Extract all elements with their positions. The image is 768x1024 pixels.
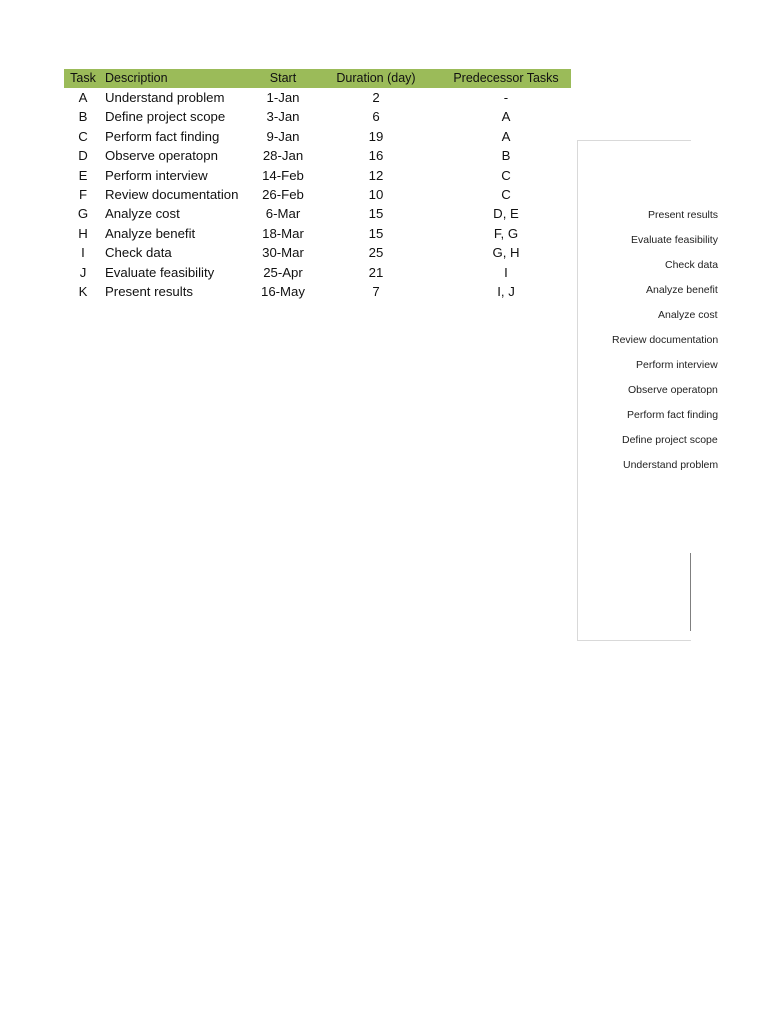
cell-task[interactable]: F (78, 186, 88, 202)
chart-category-label: Review documentation (612, 334, 719, 346)
cell-duration[interactable]: 15 (368, 206, 384, 222)
cell-duration[interactable]: 12 (368, 167, 384, 183)
cell-task[interactable]: E (78, 167, 88, 183)
table-row (64, 263, 571, 282)
cell-duration[interactable]: 7 (372, 283, 380, 299)
cell-duration[interactable]: 16 (368, 148, 384, 164)
header-duration[interactable]: Duration (day) (336, 71, 416, 85)
cell-predecessor[interactable]: D, E (493, 206, 519, 222)
cell-task[interactable]: B (78, 109, 88, 125)
cell-task[interactable]: I (81, 245, 85, 261)
chart-category-label: Evaluate feasibility (631, 234, 718, 246)
cell-description[interactable]: Observe operatopn (105, 148, 218, 164)
cell-start[interactable]: 28-Jan (262, 148, 304, 164)
cell-duration[interactable]: 10 (368, 186, 384, 202)
cell-description[interactable]: Check data (105, 245, 172, 261)
chart-category-label: Observe operatopn (628, 384, 718, 396)
table-header-row (64, 69, 571, 88)
table-row (64, 88, 571, 107)
cell-start[interactable]: 30-Mar (262, 245, 304, 261)
chart-category-label: Check data (665, 259, 719, 271)
cell-duration[interactable]: 2 (372, 90, 380, 105)
cell-start[interactable]: 18-Mar (262, 225, 304, 241)
chart-category-label: Define project scope (622, 434, 718, 446)
gantt-chart[interactable] (577, 140, 719, 641)
header-start[interactable]: Start (269, 71, 297, 85)
cell-description[interactable]: Present results (105, 283, 193, 299)
cell-task[interactable]: J (79, 264, 87, 280)
cell-start[interactable]: 1-Jan (266, 90, 300, 105)
table-row (64, 282, 571, 301)
cell-predecessor[interactable]: B (501, 148, 511, 164)
chart-category-label: Perform fact finding (627, 409, 719, 421)
cell-description[interactable]: Define project scope (105, 109, 226, 125)
table-body (64, 88, 571, 301)
chart-category-label: Analyze cost (658, 309, 718, 321)
cell-task[interactable]: A (78, 90, 88, 105)
cell-description[interactable]: Review documentation (105, 186, 239, 202)
table-row (64, 185, 571, 204)
table-row (64, 107, 571, 126)
cell-start[interactable]: 16-May (261, 283, 305, 299)
header-description[interactable]: Description (105, 71, 168, 85)
cell-predecessor[interactable]: A (501, 109, 511, 125)
cell-start[interactable]: 9-Jan (266, 128, 300, 144)
cell-predecessor[interactable]: I (504, 264, 508, 280)
table-row (64, 204, 571, 223)
cell-duration[interactable]: 15 (368, 225, 384, 241)
cell-task[interactable]: D (78, 148, 88, 164)
cell-duration[interactable]: 25 (368, 245, 384, 261)
cell-predecessor[interactable]: C (501, 167, 511, 183)
chart-category-label: Present results (648, 209, 719, 221)
table-row (64, 243, 571, 262)
cell-description[interactable]: Perform fact finding (105, 128, 220, 144)
chart-axis-line (690, 553, 691, 631)
cell-start[interactable]: 6-Mar (265, 206, 301, 222)
table-row (64, 146, 571, 165)
header-predecessor[interactable]: Predecessor Tasks (453, 71, 559, 85)
chart-category-label: Understand problem (623, 459, 719, 471)
header-task[interactable]: Task (70, 71, 96, 85)
cell-predecessor[interactable]: A (501, 128, 511, 144)
cell-predecessor[interactable]: I, J (497, 283, 515, 299)
cell-description[interactable]: Understand problem (105, 90, 225, 105)
cell-start[interactable]: 26-Feb (262, 186, 304, 202)
chart-category-label: Analyze benefit (646, 284, 718, 296)
cell-start[interactable]: 14-Feb (262, 167, 304, 183)
task-table (64, 69, 571, 301)
cell-start[interactable]: 3-Jan (266, 109, 300, 125)
chart-category-label: Perform interview (636, 359, 718, 371)
cell-task[interactable]: G (77, 206, 89, 222)
cell-task[interactable]: C (78, 128, 88, 144)
chart-category-axis (578, 141, 719, 642)
cell-duration[interactable]: 19 (368, 128, 384, 144)
table-row (64, 224, 571, 243)
cell-predecessor[interactable]: F, G (493, 225, 519, 241)
cell-predecessor[interactable]: C (501, 186, 511, 202)
cell-description[interactable]: Analyze cost (105, 206, 180, 222)
cell-description[interactable]: Analyze benefit (105, 225, 196, 241)
cell-duration[interactable]: 6 (372, 109, 380, 125)
table-row (64, 127, 571, 146)
cell-predecessor[interactable]: G, H (492, 245, 520, 261)
cell-start[interactable]: 25-Apr (263, 264, 303, 280)
table-row (64, 166, 571, 185)
cell-predecessor[interactable]: - (503, 90, 509, 105)
cell-task[interactable]: K (78, 283, 88, 299)
cell-description[interactable]: Evaluate feasibility (105, 264, 215, 280)
cell-description[interactable]: Perform interview (105, 167, 208, 183)
cell-duration[interactable]: 21 (368, 264, 384, 280)
cell-task[interactable]: H (78, 225, 88, 241)
